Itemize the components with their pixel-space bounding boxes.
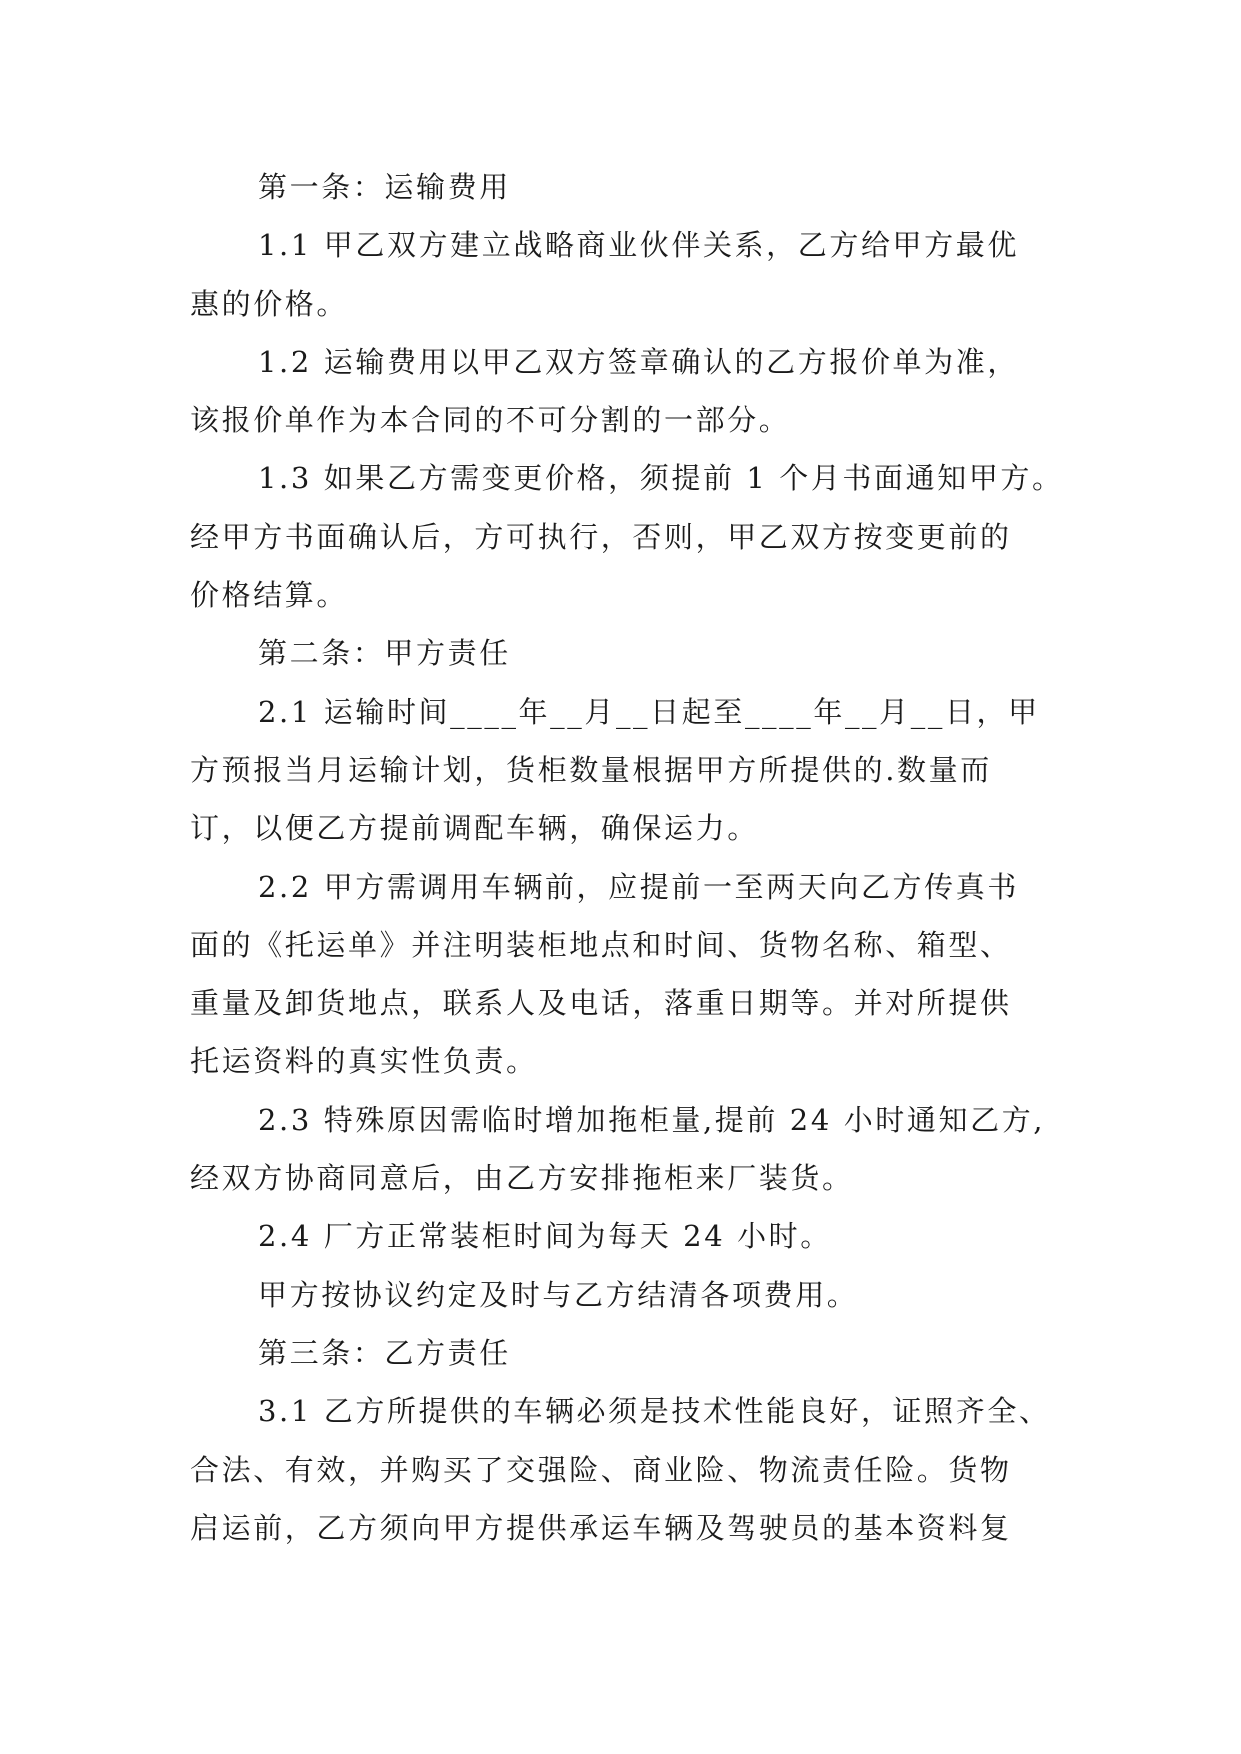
section-heading-2: 第二条：甲方责任: [258, 636, 511, 671]
clause-2-4-line-1: 2.4 厂方正常装柜时间为每天 24 小时。: [258, 1219, 832, 1254]
clause-2-1-line-3: 订，以便乙方提前调配车辆，确保运力。: [190, 811, 759, 846]
clause-2-2-line-4: 托运资料的真实性负责。: [190, 1044, 538, 1079]
clause-2-2-line-2: 面的《托运单》并注明装柜地点和时间、货物名称、箱型、: [190, 927, 1012, 962]
clause-2-5-line-1: 甲方按协议约定及时与乙方结清各项费用。: [258, 1277, 859, 1312]
clause-3-1-line-2: 合法、有效，并购买了交强险、商业险、物流责任险。货物: [190, 1452, 1012, 1487]
clause-1-3-line-2: 经甲方书面确认后，方可执行，否则，甲乙双方按变更前的: [190, 519, 1012, 554]
clause-1-3-line-3: 价格结算。: [190, 578, 349, 613]
document-body: [190, 158, 1065, 1557]
clause-1-3-line-1: 1.3 如果乙方需变更价格，须提前 1 个月书面通知甲方。: [258, 461, 1064, 496]
clause-3-1-line-1: 3.1 乙方所提供的车辆必须是技术性能良好，证照齐全、: [258, 1394, 1051, 1429]
clause-1-2-line-1: 1.2 运输费用以甲乙双方签章确认的乙方报价单为准，: [258, 344, 1019, 379]
clause-2-2-line-3: 重量及卸货地点，联系人及电话，落重日期等。并对所提供: [190, 986, 1012, 1021]
clause-2-1-line-1: 2.1 运输时间____年__月__日起至____年__月__日，甲: [258, 694, 1040, 729]
clause-2-3-line-1: 2.3 特殊原因需临时增加拖柜量,提前 24 小时通知乙方,: [258, 1102, 1046, 1137]
clause-2-2-line-1: 2.2 甲方需调用车辆前，应提前一至两天向乙方传真书: [258, 869, 1019, 904]
clause-2-3-line-2: 经双方协商同意后，由乙方安排拖柜来厂装货。: [190, 1161, 854, 1196]
clause-1-1-line-1: 1.1 甲乙双方建立战略商业伙伴关系，乙方给甲方最优: [258, 228, 1019, 263]
clause-1-2-line-2: 该报价单作为本合同的不可分割的一部分。: [190, 403, 791, 438]
clause-1-1-line-2: 惠的价格。: [190, 286, 349, 321]
section-heading-1: 第一条：运输费用: [258, 170, 511, 204]
section-heading-3: 第三条：乙方责任: [258, 1335, 511, 1370]
clause-3-1-line-3: 启运前，乙方须向甲方提供承运车辆及驾驶员的基本资料复: [190, 1510, 1012, 1545]
clause-2-1-line-2: 方预报当月运输计划，货柜数量根据甲方所提供的.数量而: [190, 752, 992, 787]
